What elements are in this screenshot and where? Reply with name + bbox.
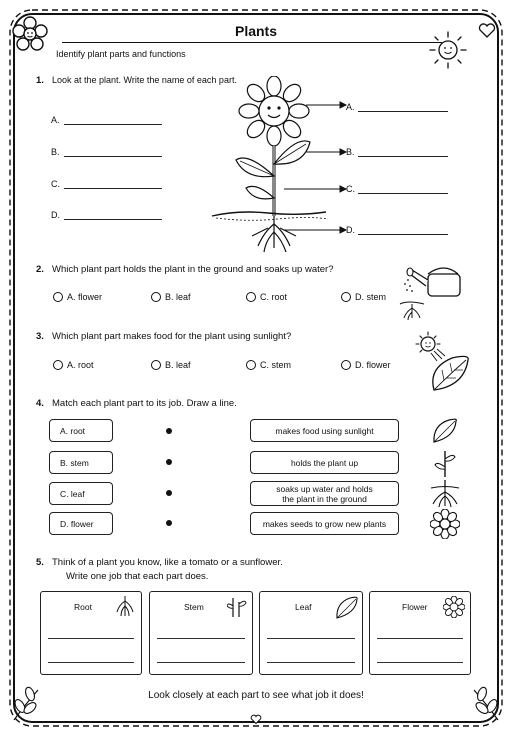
q1-left-answer-a[interactable] [64,124,162,125]
q2-number: 2. [36,264,44,275]
q5-number: 5. [36,557,44,568]
match-dot[interactable] [166,428,172,434]
q1-right-label-a: A. [346,102,355,112]
q3-number: 3. [36,331,44,342]
q5-card-flower-title: Flower [402,602,428,612]
q5-card-flower-line[interactable] [377,662,463,663]
q3-option-a-radio[interactable] [53,360,63,370]
q4-part-flower[interactable]: D. flower [49,512,113,535]
heart-icon [250,714,262,724]
q3-option-a: A. root [67,360,94,370]
watering-can-icon [398,260,468,322]
q1-left-answer-d[interactable] [64,219,162,220]
q5-card-stem-title: Stem [184,602,204,612]
root-icon [114,596,136,618]
leaf-icon [335,596,359,620]
q4-text: Match each plant part to its job. Draw a line. [52,398,237,409]
match-dot[interactable] [166,490,172,496]
match-dot[interactable] [166,520,172,526]
q1-right-answer-d[interactable] [358,234,448,235]
q2-option-c-radio[interactable] [246,292,256,302]
q3-option-b: B. leaf [165,360,191,370]
q3-option-c-radio[interactable] [246,360,256,370]
q3-option-c: C. stem [260,360,292,370]
footer-text: Look closely at each part to see what job it does! [148,690,364,701]
stem-icon [227,596,247,618]
q2-option-b: B. leaf [165,292,191,302]
q5-card-root-title: Root [74,602,92,612]
stem-icon [433,449,457,479]
q2-text: Which plant part holds the plant in the ground and soaks up water? [52,264,334,275]
q4-number: 4. [36,398,44,409]
q1-right-answer-b[interactable] [358,156,448,157]
title-underline [62,42,442,43]
q5-card-leaf-line[interactable] [267,638,355,639]
q5-text-line1: Think of a plant you know, like a tomato or a sunflower. [52,557,283,568]
q4-part-stem[interactable]: B. stem [49,451,113,474]
q1-left-label-c: C. [51,179,60,189]
q3-option-d: D. flower [355,360,391,370]
q2-option-b-radio[interactable] [151,292,161,302]
q2-option-d-radio[interactable] [341,292,351,302]
q1-right-label-b: B. [346,147,355,157]
flower-icon [443,596,465,618]
q1-left-label-b: B. [51,147,60,157]
sprig-right-icon [464,684,504,724]
q2-option-a-radio[interactable] [53,292,63,302]
q1-right-label-c: C. [346,184,355,194]
q5-card-stem-line[interactable] [157,638,245,639]
page-subtitle: Identify plant parts and functions [56,49,186,59]
q3-option-b-radio[interactable] [151,360,161,370]
q2-option-a: A. flower [67,292,103,302]
q1-number: 1. [36,75,44,86]
sprig-left-icon [8,684,48,724]
q5-text-line2: Write one job that each part does. [66,571,209,582]
page-title: Plants [234,23,277,39]
q5-card-leaf-title: Leaf [295,602,312,612]
q4-job-holds-up[interactable]: holds the plant up [250,451,399,474]
diagram-arrows [284,96,364,236]
q1-text: Look at the plant. Write the name of each part. [52,75,237,85]
q5-card-root-line[interactable] [48,638,134,639]
q2-option-c: C. root [260,292,288,302]
sun-leaf-icon [406,330,470,394]
q3-option-d-radio[interactable] [341,360,351,370]
q1-left-label-d: D. [51,210,60,220]
q5-card-stem-line[interactable] [157,662,245,663]
q3-text: Which plant part makes food for the plant using sunlight? [52,331,292,342]
q1-left-answer-c[interactable] [64,188,162,189]
q1-left-label-a: A. [51,115,60,125]
leaf-icon [431,417,459,445]
q1-right-answer-c[interactable] [358,193,448,194]
q4-part-leaf[interactable]: C. leaf [49,482,113,505]
q4-job-food[interactable]: makes food using sunlight [250,419,399,442]
q5-card-flower-line[interactable] [377,638,463,639]
q5-card-leaf-line[interactable] [267,662,355,663]
q4-job-soaks-water[interactable]: soaks up water and holds the plant in the ground [250,481,399,506]
root-icon [429,480,461,508]
match-dot[interactable] [166,459,172,465]
q4-job-seeds[interactable]: makes seeds to grow new plants [250,512,399,535]
q1-right-answer-a[interactable] [358,111,448,112]
q4-part-root[interactable]: A. root [49,419,113,442]
q1-right-label-d: D. [346,225,355,235]
q2-option-d: D. stem [355,292,387,302]
q1-left-answer-b[interactable] [64,156,162,157]
q5-card-root-line[interactable] [48,662,134,663]
flower-icon [430,509,460,539]
